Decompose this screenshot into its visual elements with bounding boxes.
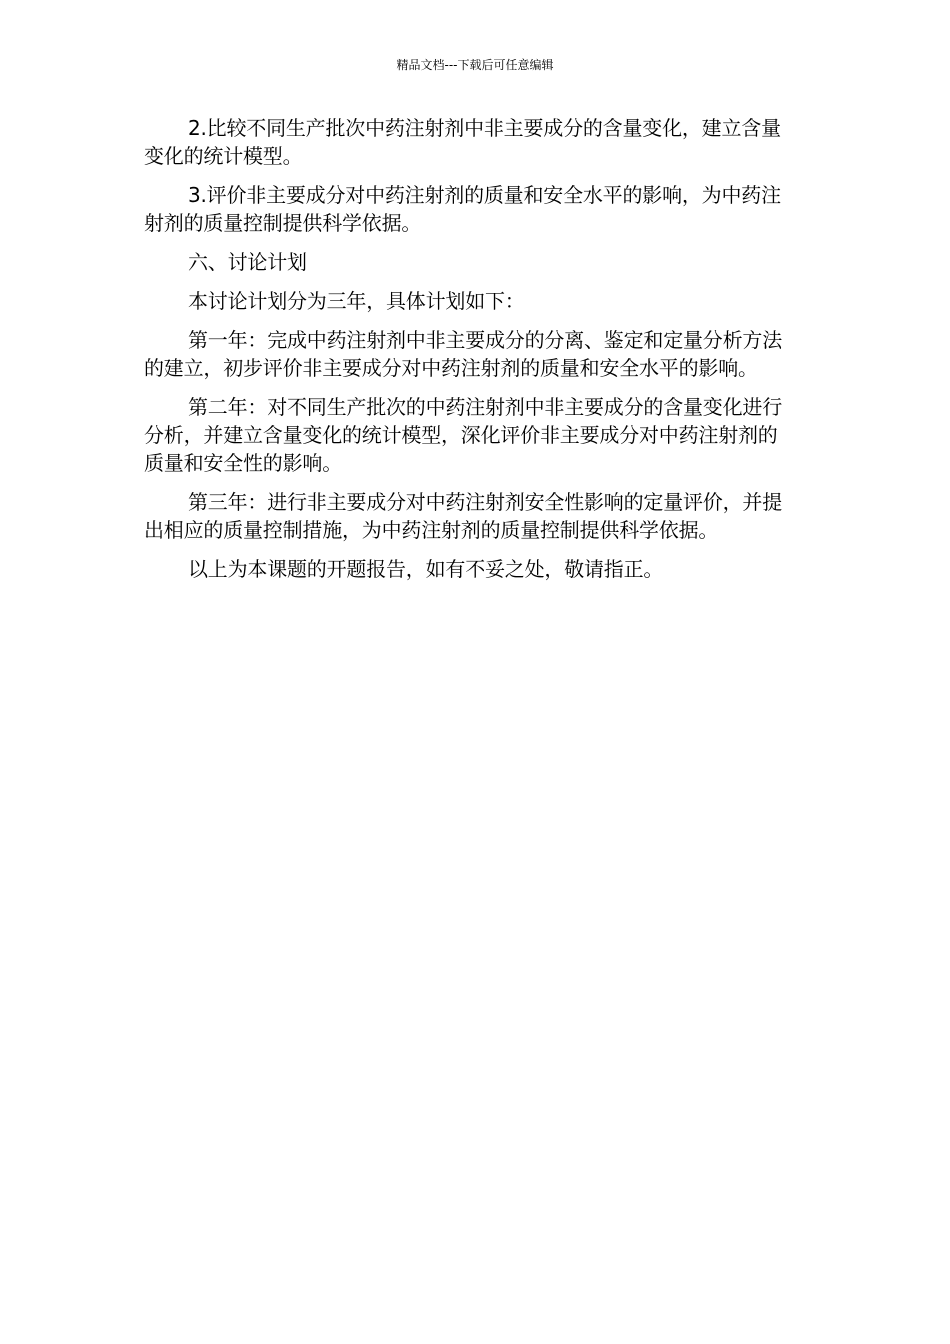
- section-heading-plan: 六、讨论计划: [188, 250, 307, 274]
- page-header: 精品文档---下载后可任意编辑: [396, 58, 554, 72]
- document-body: [144, 114, 794, 594]
- paragraph-year-1: 第一年：完成中药注射剂中非主要成分的分离、鉴定和定量分析方法的建立，初步评价非主要成分对中药注射剂的质量和安全水平的影响。: [144, 328, 782, 380]
- paragraph-year-2: 第二年：对不同生产批次的中药注射剂中非主要成分的含量变化进行分析，并建立含量变化的统计模型，深化评价非主要成分对中药注射剂的质量和安全性的影响。: [144, 395, 782, 475]
- paragraph-year-3: 第三年：进行非主要成分对中药注射剂安全性影响的定量评价，并提出相应的质量控制措施，为中药注射剂的质量控制提供科学依据。: [144, 490, 782, 542]
- paragraph-plan-intro: 本讨论计划分为三年，具体计划如下：: [188, 289, 525, 313]
- paragraph-closing: 以上为本课题的开题报告，如有不妥之处，敬请指正。: [188, 557, 664, 581]
- paragraph-objective-2: 2.比较不同生产批次中药注射剂中非主要成分的含量变化，建立含量变化的统计模型。: [144, 116, 781, 168]
- paragraph-objective-3: 3.评价非主要成分对中药注射剂的质量和安全水平的影响，为中药注射剂的质量控制提供科学依据。: [144, 183, 781, 235]
